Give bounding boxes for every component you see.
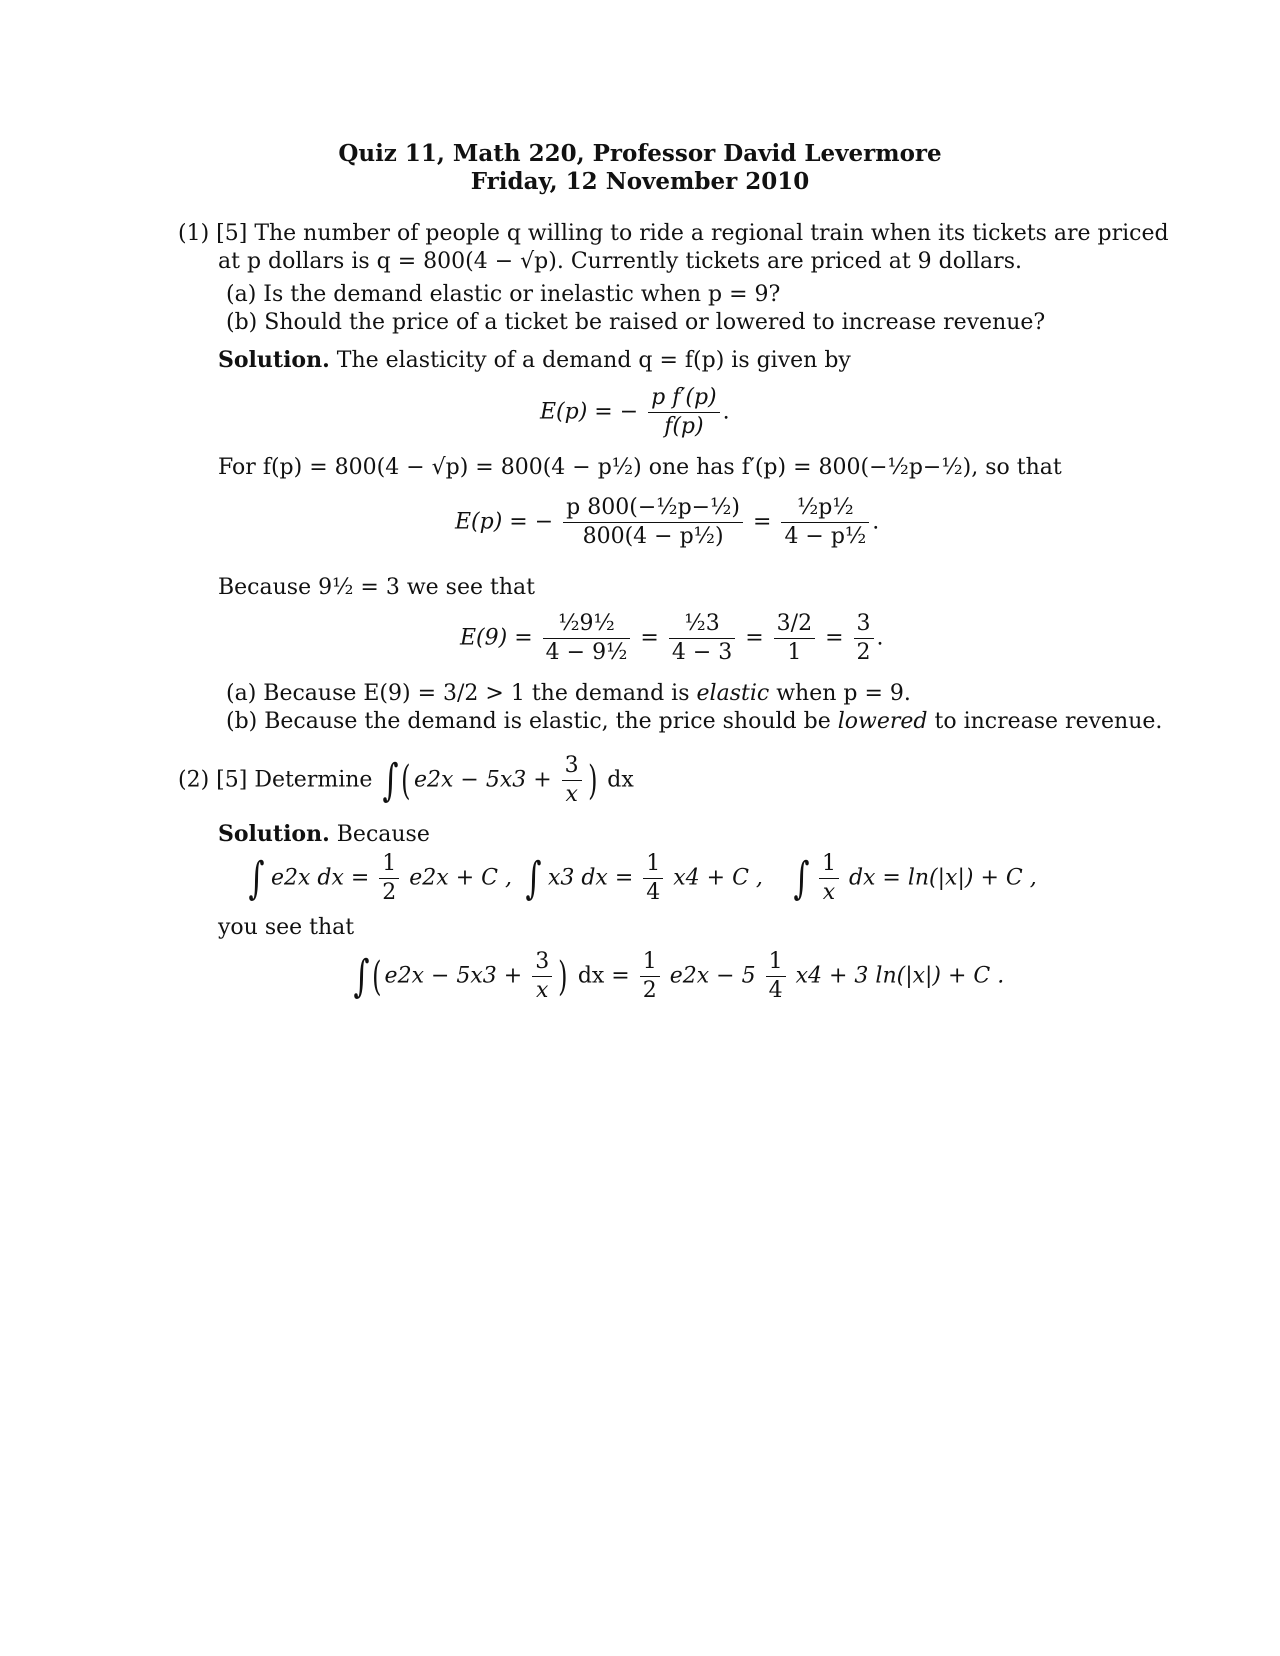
- integral-sign: ∫: [353, 951, 370, 1002]
- basic-integral-1: ∫ e2x dx = $\frac{1}{2}$ e2x + C ,: [248, 851, 512, 905]
- q1-part-b: (b) Should the price of a ticket be raised or lowered to increase revenue?: [226, 310, 1046, 335]
- q1-for-line: For f(p) = 800(4 − √p) = 800(4 − p½) one has f′(p) = 800(−½p−½), so that: [218, 455, 1062, 480]
- q2-you-see: you see that: [218, 915, 355, 940]
- q1-answer-a: (a) Because E(9) = 3/2 > 1 the demand is elastic when p = 9.: [226, 681, 911, 706]
- q1-solution-intro: Solution. The elasticity of a demand q = f(p) is given by: [218, 347, 851, 373]
- integral-sign: ∫: [248, 853, 265, 904]
- q1-text-b: at p dollars is q = 800(4 − √p). Currently tickets are priced at 9 dollars.: [218, 249, 1022, 274]
- q1-label: (1) [5]: [178, 221, 248, 246]
- quiz-date: Friday, 12 November 2010: [470, 168, 810, 195]
- integral-sign: ∫: [525, 853, 542, 904]
- q2-prompt: (2) [5] Determine ∫( e2x − 5x3 + $\frac{3}{x}$ ) dx: [178, 753, 634, 807]
- integral-sign: ∫: [382, 755, 399, 806]
- q1-part-a: (a) Is the demand elastic or inelastic when p = 9?: [226, 282, 781, 307]
- elasticity-expansion: E(p) = − $\frac{\text{p 800(−½p−½)}}{\text{800(4 − p½)}}$ = $\frac{\text{½p½}}{\text{4 − p½}}$ .: [455, 495, 880, 549]
- integral-sign: ∫: [793, 853, 810, 904]
- basic-integral-2: ∫ x3 dx = $\frac{1}{4}$ x4 + C ,: [525, 851, 763, 905]
- quiz-title: Quiz 11, Math 220, Professor David Levermore: [338, 140, 942, 167]
- elasticity-at-9: E(9) = $\frac{\text{½9½}}{\text{4 − 9½}}$ = $\frac{\text{½3}}{4 - 3}$ = $\frac{3/2}{1}$ = $\frac{3}{2}$ .: [460, 611, 884, 665]
- final-integral: ∫( e2x − 5x3 + $\frac{3}{x}$ ) dx = $\frac{1}{2}$ e2x − 5 $\frac{1}{4}$ x4 + 3 ln(|x|) + C .: [353, 949, 1005, 1003]
- elasticity-formula: E(p) = − $\frac{\text{p f′(p)}}{f(p)}$ .: [540, 385, 730, 439]
- q1-answer-b: (b) Because the demand is elastic, the price should be lowered to increase revenue.: [226, 709, 1163, 734]
- basic-integral-3: ∫ $\frac{1}{x}$ dx = ln(|x|) + C ,: [793, 851, 1037, 905]
- q2-solution-intro: Solution. Because: [218, 821, 430, 847]
- solution-label: Solution.: [218, 347, 330, 373]
- q1-text-a: The number of people q willing to ride a regional train when its tickets are priced: [254, 221, 1169, 246]
- q2-label: (2) [5] Determine: [178, 767, 373, 793]
- q1-because-line: Because 9½ = 3 we see that: [218, 575, 535, 600]
- q1-line-1: [178, 220, 1169, 248]
